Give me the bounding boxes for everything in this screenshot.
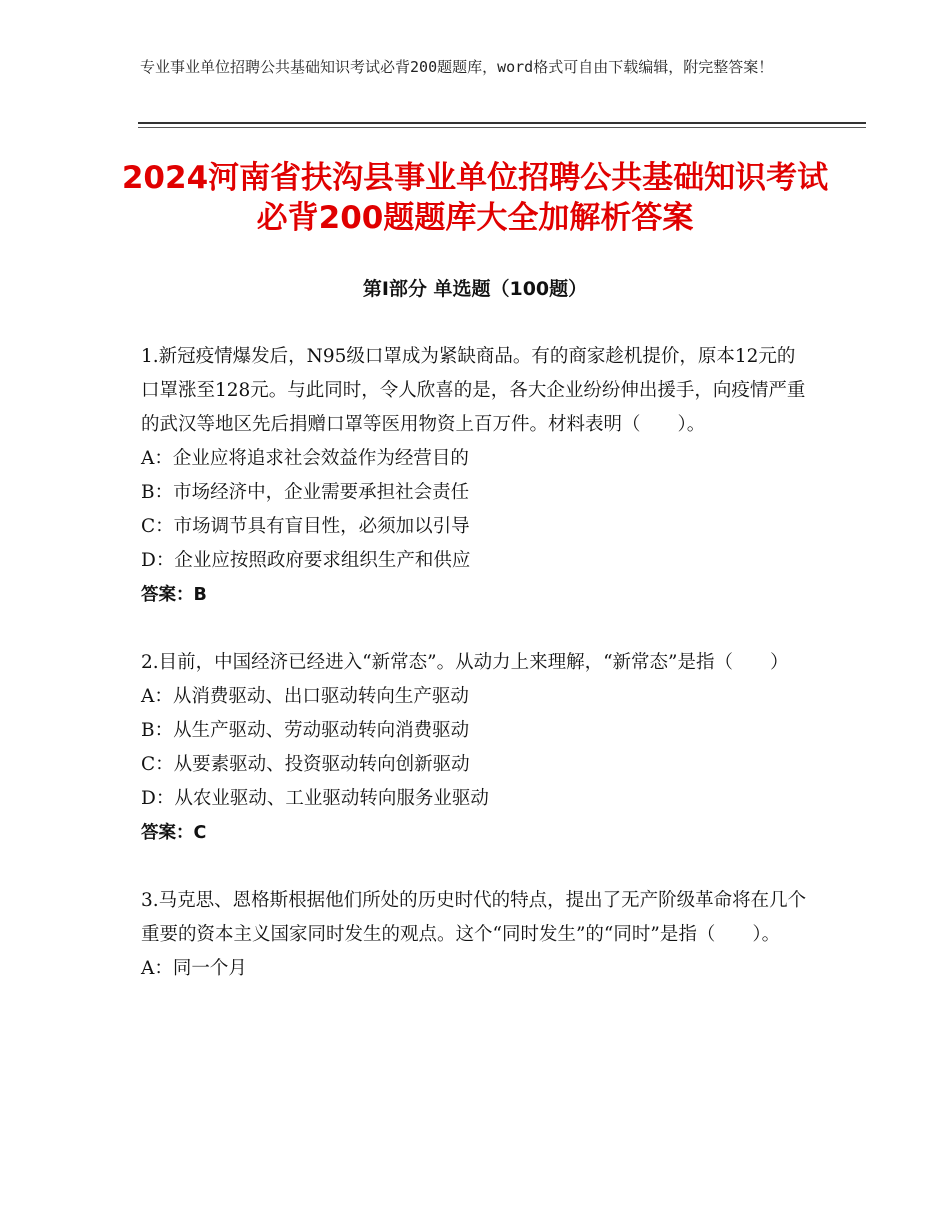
answer-label: 答案：B xyxy=(141,585,207,605)
answer-label: 答案：C xyxy=(141,823,207,843)
option-a: A：同一个月 xyxy=(141,958,247,979)
question-stem: 3.马克思、恩格斯根据他们所处的历史时代的特点，提出了无产阶级革命将在几个重要的资本主义国家同时发生的观点。这个“同时发生”的“同时”是指（ ）。 xyxy=(141,890,807,945)
spacer xyxy=(141,850,811,884)
spacer xyxy=(141,612,811,646)
option-b: B：市场经济中，企业需要承担社会责任 xyxy=(141,482,470,503)
section-title: 第I部分 单选题（100题） xyxy=(362,278,588,300)
question-2 xyxy=(141,646,811,850)
option-a: A：企业应将追求社会效益作为经营目的 xyxy=(141,448,469,469)
option-c: C：市场调节具有盲目性，必须加以引导 xyxy=(141,516,470,537)
option-c: C：从要素驱动、投资驱动转向创新驱动 xyxy=(141,754,470,775)
question-stem: 1.新冠疫情爆发后，N95级口罩成为紧缺商品。有的商家趁机提价，原本12元的口罩涨至128元。与此同时，令人欣喜的是，各大企业纷纷伸出援手，向疫情严重的武汉等地区先后捐赠口罩等医用物资上百万件。材料表明（ ）。 xyxy=(141,346,806,435)
question-3 xyxy=(141,884,811,986)
header-rule-thick xyxy=(138,122,866,124)
question-stem: 2.目前，中国经济已经进入“新常态”。从动力上来理解，“新常态”是指（ ） xyxy=(141,652,789,673)
question-list xyxy=(141,340,811,986)
option-d: D：从农业驱动、工业驱动转向服务业驱动 xyxy=(141,788,489,809)
document-title: 2024河南省扶沟县事业单位招聘公共基础知识考试必背200题题库大全加解析答案 xyxy=(121,160,829,236)
option-b: B：从生产驱动、劳动驱动转向消费驱动 xyxy=(141,720,470,741)
option-a: A：从消费驱动、出口驱动转向生产驱动 xyxy=(141,686,469,707)
header-note: 专业事业单位招聘公共基础知识考试必背200题题库，word格式可自由下载编辑，附完整答案！ xyxy=(140,58,774,76)
option-d: D：企业应按照政府要求组织生产和供应 xyxy=(141,550,471,571)
header-rule-thin xyxy=(138,127,866,128)
question-1 xyxy=(141,340,811,612)
